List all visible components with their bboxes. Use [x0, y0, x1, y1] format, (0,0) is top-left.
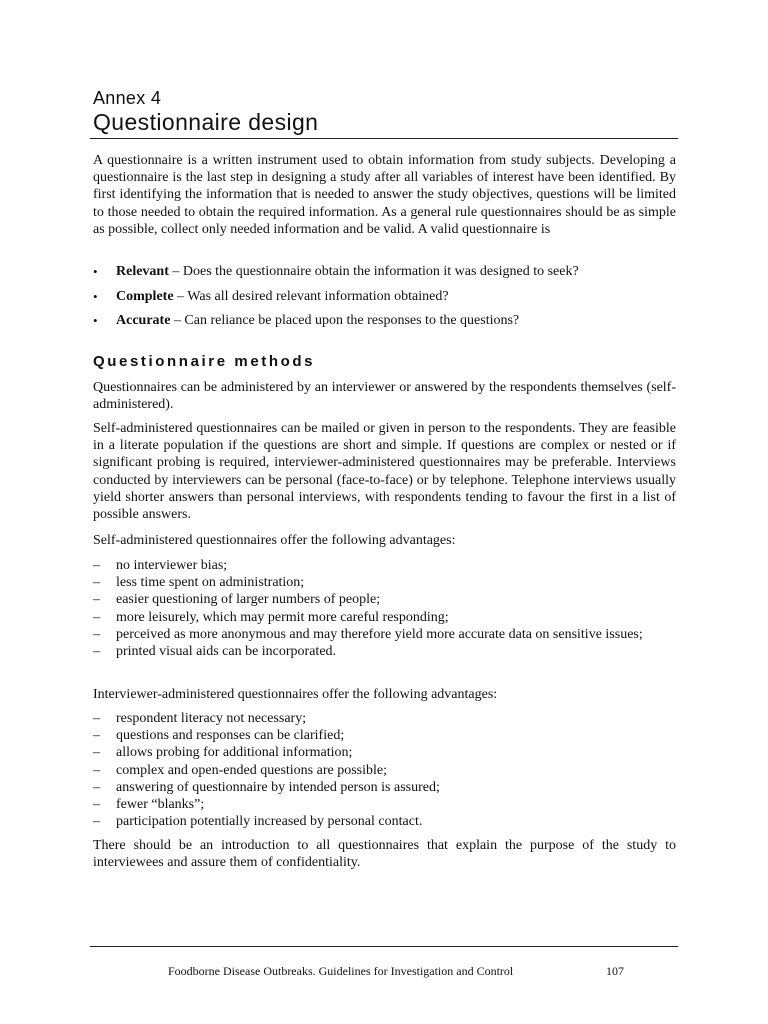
bullet-icon: •: [93, 313, 98, 329]
dash-icon: –: [93, 762, 100, 778]
list-item: [93, 626, 676, 643]
self-administered-advantages-list: [93, 557, 676, 660]
methods-paragraph-2: Self-administered questionnaires can be mailed or given in person to the respondents. They are feasible in a literate population if the questions are short and simple. If questions are complex or nested or if significant probing is required, interviewer-administered questionnaires may be preferable. Interviews conducted by interviewers can be personal (face-to-face) or by telephone. Telephone interviews usually yield shorter answers than personal interviews, with respondents tending to favour the first in a list of possible answers.: [93, 421, 676, 523]
closing-paragraph: There should be an introduction to all questionnaires that explain the purpose of the study to interviewees and assure them of confidentiality.: [93, 838, 676, 871]
advantage-text: easier questioning of larger numbers of people;: [116, 592, 381, 608]
criterion-term: Accurate: [116, 313, 171, 329]
criterion-description: – Can reliance be placed upon the responses to the questions?: [170, 313, 520, 329]
criterion-description: – Does the questionnaire obtain the information it was designed to seek?: [168, 264, 579, 279]
advantage-text: answering of questionnaire by intended person is assured;: [116, 779, 440, 795]
dash-icon: –: [93, 728, 100, 744]
dash-icon: –: [93, 558, 100, 573]
advantage-text: fewer “blanks”;: [116, 797, 205, 813]
advantage-text: no interviewer bias;: [116, 558, 228, 573]
bullet-icon: •: [93, 264, 98, 279]
list-item: [93, 796, 676, 813]
footer-title: Foodborne Disease Outbreaks. Guidelines for Investigation and Control: [168, 964, 514, 978]
list-item: [93, 727, 676, 744]
list-item: [93, 263, 676, 280]
advantage-text: complex and open-ended questions are possible;: [116, 762, 387, 778]
validity-criteria-list: [93, 263, 676, 337]
list-item: [93, 591, 676, 608]
page-number: 107: [606, 964, 624, 978]
dash-icon: –: [93, 797, 100, 813]
list-item: [93, 609, 676, 626]
page-title: Questionnaire design: [93, 109, 319, 135]
dash-icon: –: [93, 644, 100, 660]
advantage-text: printed visual aids can be incorporated.: [116, 644, 337, 660]
list-item: [93, 779, 676, 796]
interviewer-administered-intro: Interviewer-administered questionnaires offer the following advantages:: [93, 687, 498, 702]
advantage-text: respondent literacy not necessary;: [116, 711, 307, 726]
advantage-text: more leisurely, which may permit more careful responding;: [116, 609, 449, 625]
interviewer-administered-advantages-list: [93, 710, 676, 830]
advantage-text: allows probing for additional information;: [116, 745, 353, 761]
list-item: [93, 762, 676, 779]
methods-paragraph-1: Questionnaires can be administered by an interviewer or answered by the respondents themselves (self-administered).: [93, 380, 676, 413]
intro-paragraph: A questionnaire is a written instrument used to obtain information from study subjects. Developing a questionnaire is the last step in designing a study after all variables of interest have been identified. By first identifying the information that is needed to answer the study objectives, questions will be limited to those needed to obtain the required information. As a general rule questionnaires should be as simple as possible, collect only needed information and be valid. A valid questionnaire is: [93, 153, 676, 237]
dash-icon: –: [93, 626, 100, 642]
dash-icon: –: [93, 814, 100, 830]
list-item: [93, 574, 676, 591]
list-item: [93, 710, 676, 727]
dash-icon: –: [93, 575, 100, 591]
title-divider: [90, 138, 678, 139]
dash-icon: –: [93, 711, 100, 726]
list-item: [93, 813, 676, 830]
advantage-text: perceived as more anonymous and may therefore yield more accurate data on sensitive issues;: [116, 626, 643, 642]
criterion-term: Relevant: [116, 264, 169, 279]
section-heading: Questionnaire methods: [93, 353, 316, 370]
advantage-text: questions and responses can be clarified;: [116, 728, 345, 744]
criterion-term: Complete: [116, 288, 174, 304]
bullet-icon: •: [93, 288, 98, 304]
annex-label: Annex 4: [93, 88, 162, 108]
dash-icon: –: [93, 592, 100, 608]
advantage-text: less time spent on administration;: [116, 575, 305, 591]
self-administered-intro: Self-administered questionnaires offer the following advantages:: [93, 533, 456, 548]
dash-icon: –: [93, 745, 100, 761]
dash-icon: –: [93, 609, 100, 625]
footer-divider: [90, 946, 678, 947]
dash-icon: –: [93, 779, 100, 795]
list-item: [93, 288, 676, 305]
list-item: [93, 312, 676, 329]
criterion-description: – Was all desired relevant information obtained?: [173, 288, 449, 304]
list-item: [93, 744, 676, 761]
list-item: [93, 643, 676, 660]
advantage-text: participation potentially increased by personal contact.: [116, 814, 423, 830]
list-item: [93, 557, 676, 574]
